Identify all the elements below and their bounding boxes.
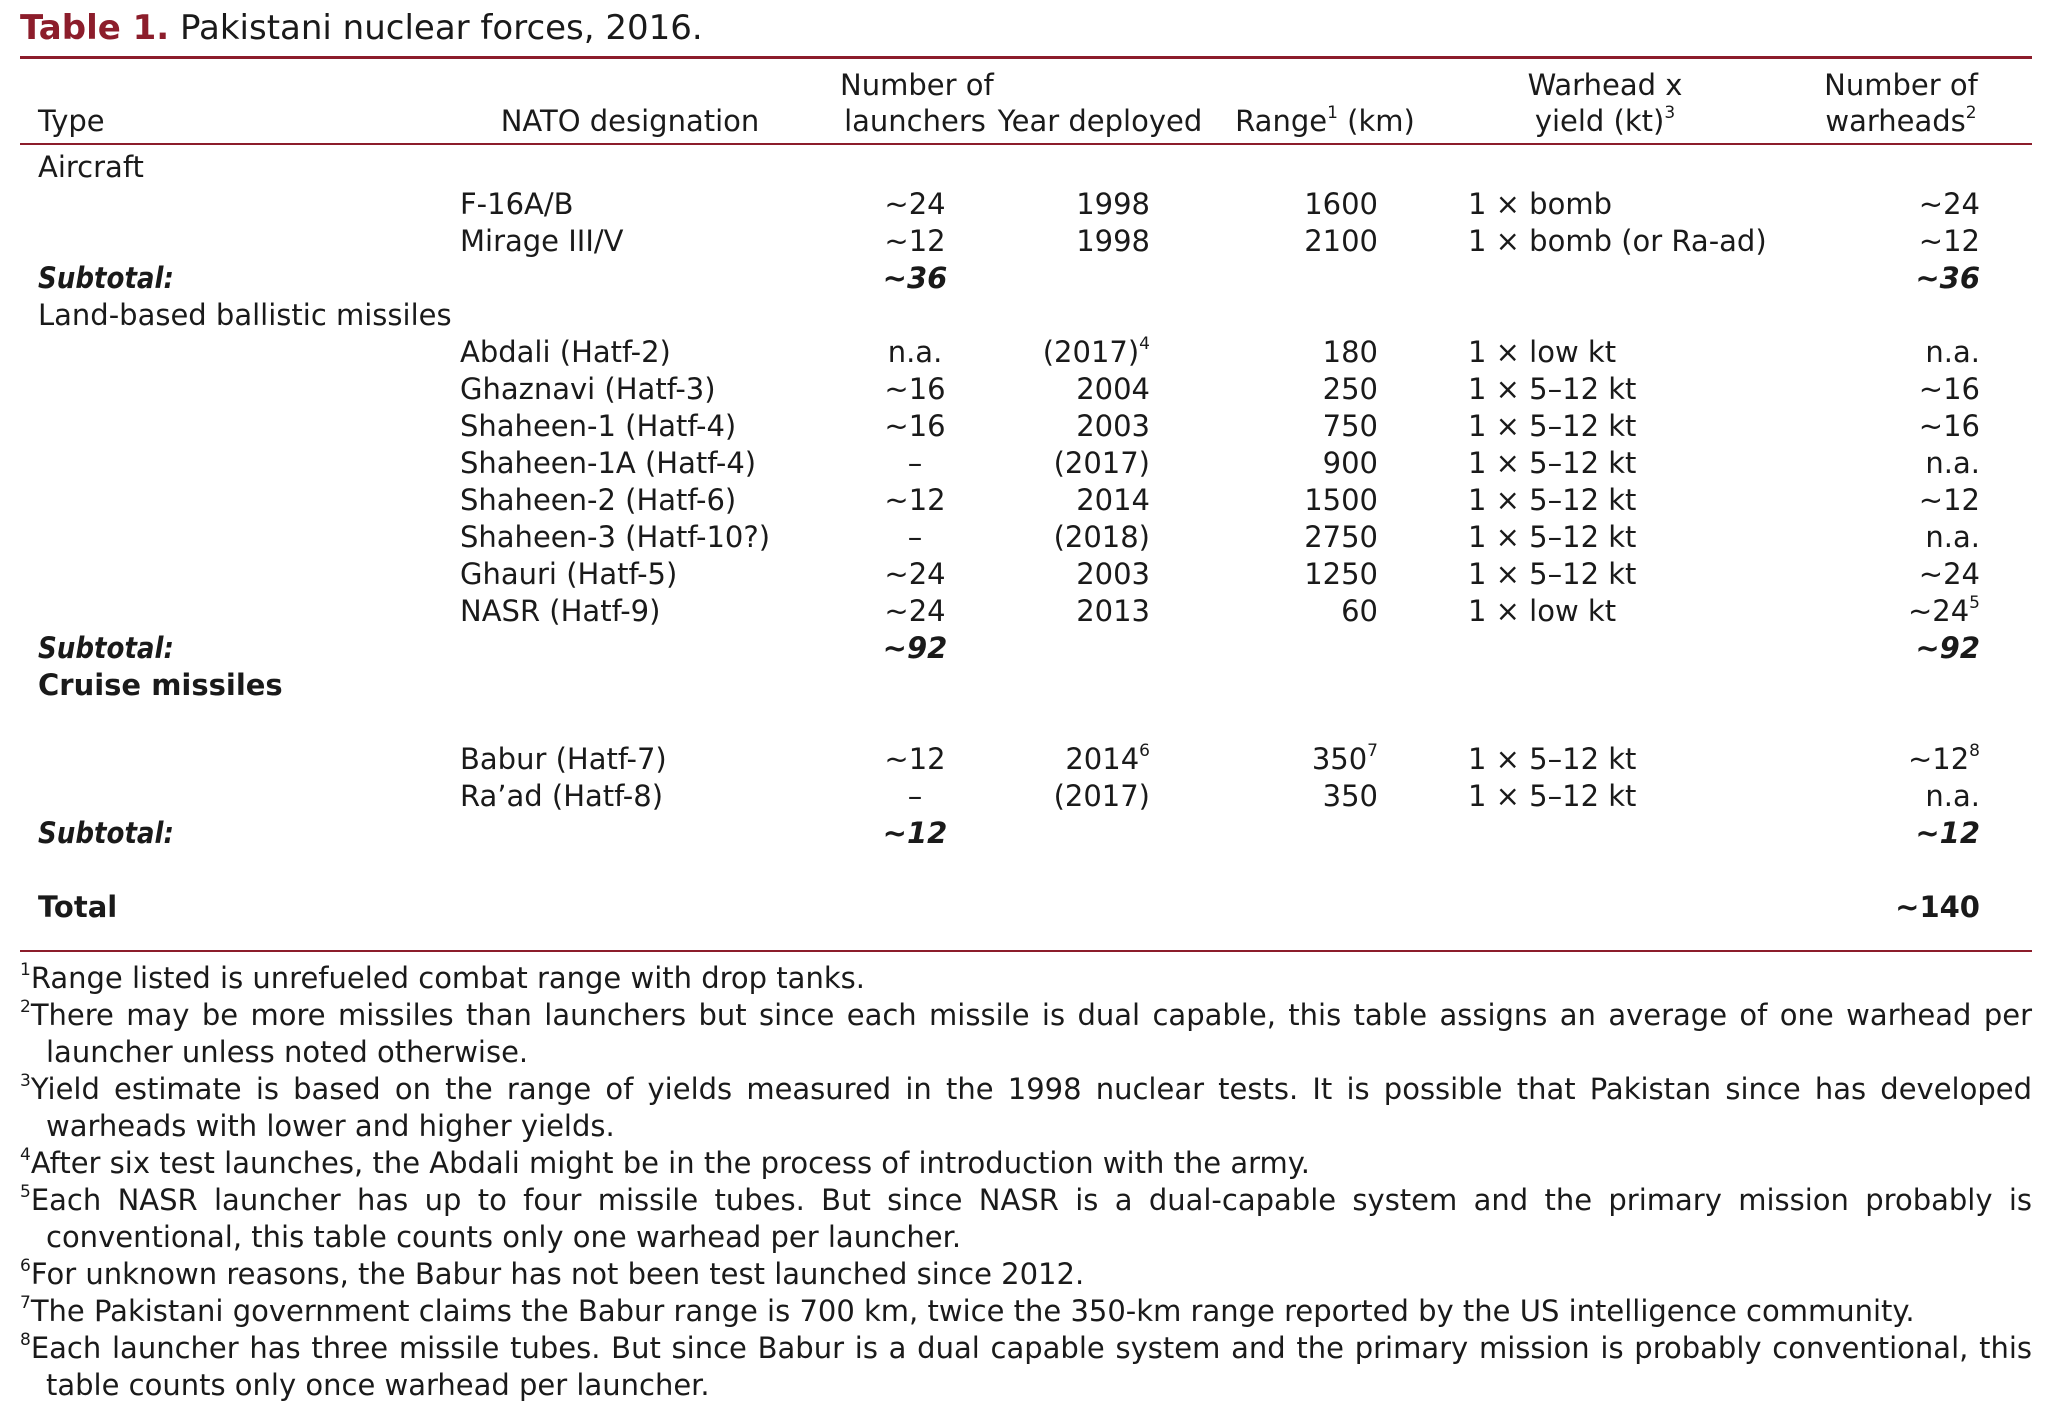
subtotal-row-aircraft xyxy=(20,260,2032,297)
table-caption xyxy=(20,6,2032,52)
header-yield-sup: 3 xyxy=(1664,103,1676,124)
table-cell: Shaheen-2 (Hatf-6) xyxy=(460,483,737,517)
empty-cell xyxy=(20,371,460,408)
empty-cell xyxy=(20,445,460,482)
table-cell: 1 × 5–12 kt xyxy=(1468,779,1637,813)
section-label: Land-based ballistic missiles xyxy=(38,298,452,332)
empty-cell xyxy=(20,186,460,223)
empty-cell xyxy=(1210,815,1440,852)
table-cell: 350 xyxy=(1322,779,1378,813)
table-cell xyxy=(1210,741,1440,778)
subtotal-row-cruise xyxy=(20,815,2032,852)
table-cell: Subtotal: xyxy=(38,631,174,665)
table-cell: ~24 xyxy=(884,557,946,591)
header-launchers xyxy=(840,59,994,143)
table-row xyxy=(20,334,2032,371)
header-range xyxy=(1210,59,1440,143)
text: Number of xyxy=(1824,68,1978,102)
table-cell: n.a. xyxy=(1925,446,1980,480)
text: There may be more missiles than launchers but since each missile is dual capable, this table assigns an average of one warhead per launcher unless noted otherwise. xyxy=(30,998,2032,1069)
table-cell: Babur (Hatf-7) xyxy=(460,742,667,776)
text: Range listed is unrefueled combat range with drop tanks. xyxy=(30,961,865,995)
subtotal-row-land xyxy=(20,630,2032,667)
empty-cell xyxy=(1440,297,1770,334)
table-cell: 750 xyxy=(1322,409,1378,443)
table-cell: 2014 xyxy=(1076,483,1150,517)
table-cell: 1 × 5–12 kt xyxy=(1468,409,1637,443)
text: (2017) xyxy=(1042,335,1140,369)
empty-cell xyxy=(1770,297,2032,334)
empty-cell xyxy=(1440,667,1770,704)
text: 350 xyxy=(1311,742,1368,776)
table-cell xyxy=(1770,741,2032,778)
table-cell: Shaheen-1A (Hatf-4) xyxy=(460,446,757,480)
table-cell: ~24 xyxy=(884,594,946,628)
table-cell: 1 × bomb (or Ra-ad) xyxy=(1468,224,1767,258)
text: 7 xyxy=(20,1293,31,1314)
table-cell: n.a. xyxy=(1925,335,1980,369)
text: NATO designation xyxy=(500,104,760,138)
table-cell: 1998 xyxy=(1076,224,1150,258)
header-warheads-sup: 2 xyxy=(1965,103,1977,124)
empty-cell xyxy=(990,260,1210,297)
table-cell: 2004 xyxy=(1076,372,1150,406)
text: Range xyxy=(1235,104,1328,138)
table-cell: ~12 xyxy=(882,816,948,850)
table-cell: (2018) xyxy=(1053,520,1150,554)
text: Year deployed xyxy=(997,104,1203,138)
text: ~12 xyxy=(1907,742,1970,776)
table-label: Table 1. xyxy=(20,8,170,48)
text: Each launcher has three missile tubes. But since Babur is a dual capable system and the primary mission is probably conventional, this table counts only once warhead per launcher. xyxy=(30,1331,2032,1402)
text: 5 xyxy=(1969,593,1980,614)
table-cell: n.a. xyxy=(887,335,943,369)
empty-cell xyxy=(840,145,990,186)
empty-cell xyxy=(990,815,1210,852)
spacer-row xyxy=(20,704,2032,741)
table-cell: Subtotal: xyxy=(38,816,174,850)
footnote xyxy=(20,1071,2032,1145)
table-cell: 250 xyxy=(1322,372,1378,406)
text: After six test launches, the Abdali might be in the process of introduction with the army. xyxy=(30,1146,1311,1180)
table-cell: – xyxy=(907,446,923,480)
footnote xyxy=(20,1256,2032,1293)
table-cell: 1 × 5–12 kt xyxy=(1468,557,1637,591)
table-cell: 60 xyxy=(1341,594,1378,628)
empty-cell xyxy=(990,889,1210,926)
empty-cell xyxy=(1210,260,1440,297)
table-cell: 1 × 5–12 kt xyxy=(1468,372,1637,406)
table-cell: ~12 xyxy=(884,742,946,776)
empty-cell xyxy=(20,482,460,519)
text: yield (kt) xyxy=(1534,104,1665,138)
empty-cell xyxy=(20,519,460,556)
empty-cell xyxy=(20,593,460,630)
table-cell: Ra’ad (Hatf-8) xyxy=(460,779,664,813)
text: 6 xyxy=(20,1256,31,1277)
table-cell: (2017) xyxy=(1053,779,1150,813)
empty-cell xyxy=(20,741,460,778)
text: 2014 xyxy=(1065,742,1140,776)
table-header xyxy=(20,59,2032,145)
table-body xyxy=(20,145,2032,926)
empty-cell xyxy=(840,297,990,334)
table-row xyxy=(20,778,2032,815)
footnote xyxy=(20,1182,2032,1256)
table-cell: ~12 xyxy=(1918,224,1980,258)
table-row xyxy=(20,741,2032,778)
empty-cell xyxy=(1770,667,2032,704)
table-cell: 900 xyxy=(1322,446,1378,480)
table-row xyxy=(20,556,2032,593)
table-cell: ~16 xyxy=(1918,409,1980,443)
text: warheads xyxy=(1825,104,1966,138)
empty-cell xyxy=(20,556,460,593)
empty-cell xyxy=(460,297,840,334)
table-row xyxy=(20,519,2032,556)
footnote-rule xyxy=(20,950,2032,952)
empty-cell xyxy=(20,334,460,371)
table-cell: 1 × low kt xyxy=(1468,335,1617,369)
empty-cell xyxy=(840,667,990,704)
empty-cell xyxy=(20,704,2032,741)
empty-cell xyxy=(20,852,2032,889)
total-label: Total xyxy=(38,890,118,924)
empty-cell xyxy=(1210,667,1440,704)
table-cell: ~92 xyxy=(882,631,948,665)
table-row xyxy=(20,371,2032,408)
table-cell: 1600 xyxy=(1304,187,1378,221)
section-row-aircraft xyxy=(20,145,2032,186)
empty-cell xyxy=(990,667,1210,704)
text: (km) xyxy=(1337,104,1415,138)
table-cell: – xyxy=(907,779,923,813)
table-cell: ~24 xyxy=(884,187,946,221)
empty-cell xyxy=(1210,630,1440,667)
header-warheads xyxy=(1770,59,2032,143)
footnote xyxy=(20,1330,2032,1404)
section-label: Aircraft xyxy=(38,150,144,184)
footnotes xyxy=(20,960,2032,1404)
table-cell: ~16 xyxy=(884,372,946,406)
table-page xyxy=(20,6,2032,1404)
table-cell: 2100 xyxy=(1304,224,1378,258)
section-row-land xyxy=(20,297,2032,334)
text: Type xyxy=(38,104,105,138)
section-row-cruise xyxy=(20,667,2032,704)
empty-cell xyxy=(20,223,460,260)
empty-cell xyxy=(990,297,1210,334)
table-cell: 1 × 5–12 kt xyxy=(1468,520,1637,554)
empty-cell xyxy=(1210,297,1440,334)
table-cell: ~36 xyxy=(882,261,948,295)
table-row xyxy=(20,223,2032,260)
text: 1 xyxy=(20,960,31,981)
footnote xyxy=(20,1145,2032,1182)
table-cell: 1 × low kt xyxy=(1468,594,1617,628)
table-cell: 1 × 5–12 kt xyxy=(1468,446,1637,480)
empty-cell xyxy=(1210,889,1440,926)
text: 8 xyxy=(1969,741,1980,762)
table-cell: ~12 xyxy=(1918,483,1980,517)
table-cell: 2750 xyxy=(1304,520,1378,554)
table-cell: Abdali (Hatf-2) xyxy=(460,335,671,369)
table-cell: 2003 xyxy=(1076,557,1150,591)
nuclear-forces-table xyxy=(20,59,2032,926)
table-cell: 1 × 5–12 kt xyxy=(1468,483,1637,517)
empty-cell xyxy=(1210,145,1440,186)
text: The Pakistani government claims the Babur range is 700 km, twice the 350-km range reported by the US intelligence community. xyxy=(30,1294,1915,1328)
table-cell: Ghauri (Hatf-5) xyxy=(460,557,678,591)
text: 6 xyxy=(1139,741,1150,762)
empty-cell xyxy=(20,408,460,445)
table-cell: 2013 xyxy=(1076,594,1150,628)
empty-cell xyxy=(990,145,1210,186)
table-cell: ~12 xyxy=(1915,816,1980,850)
empty-cell xyxy=(460,630,840,667)
empty-cell xyxy=(1440,630,1770,667)
empty-cell xyxy=(460,260,840,297)
table-cell: NASR (Hatf-9) xyxy=(460,594,661,628)
footnote xyxy=(20,1293,2032,1330)
text: 7 xyxy=(1367,741,1378,762)
table-cell: F-16A/B xyxy=(460,187,574,221)
table-cell: 1 × bomb xyxy=(1468,187,1612,221)
table-cell: 1998 xyxy=(1076,187,1150,221)
empty-cell xyxy=(460,815,840,852)
total-warheads: ~140 xyxy=(1895,890,1980,924)
text: Each NASR launcher has up to four missile tubes. But since NASR is a dual-capable system and the primary mission probably is conventional, this table counts only one warhead per launcher. xyxy=(30,1183,2032,1254)
table-cell: ~12 xyxy=(884,483,946,517)
text: 4 xyxy=(20,1145,31,1166)
table-cell: 180 xyxy=(1322,335,1378,369)
footnote xyxy=(20,997,2032,1071)
table-cell: 1500 xyxy=(1304,483,1378,517)
table-cell: 1250 xyxy=(1304,557,1378,591)
text: 2 xyxy=(20,997,31,1018)
text: 4 xyxy=(1139,334,1150,355)
table-row xyxy=(20,593,2032,630)
empty-cell xyxy=(1770,145,2032,186)
table-row xyxy=(20,445,2032,482)
table-cell: ~16 xyxy=(884,409,946,443)
table-row xyxy=(20,186,2032,223)
empty-cell xyxy=(1440,145,1770,186)
table-row xyxy=(20,482,2032,519)
table-cell xyxy=(990,334,1210,371)
text: Number of xyxy=(840,68,994,102)
empty-cell xyxy=(20,778,460,815)
table-cell: Ghaznavi (Hatf-3) xyxy=(460,372,716,406)
table-cell: Mirage III/V xyxy=(460,224,624,258)
table-cell xyxy=(990,741,1210,778)
text: ~24 xyxy=(1907,594,1970,628)
table-cell: n.a. xyxy=(1925,520,1980,554)
empty-cell xyxy=(990,630,1210,667)
header-type xyxy=(20,59,460,143)
table-cell: (2017) xyxy=(1053,446,1150,480)
header-nato xyxy=(460,59,840,143)
table-cell: ~24 xyxy=(1918,187,1980,221)
header-range-sup: 1 xyxy=(1327,103,1338,124)
header-yield xyxy=(1440,59,1770,143)
text: 3 xyxy=(20,1071,31,1092)
table-cell: Shaheen-1 (Hatf-4) xyxy=(460,409,737,443)
table-cell: – xyxy=(907,520,923,554)
spacer-row xyxy=(20,852,2032,889)
table-cell: n.a. xyxy=(1925,779,1980,813)
text: 5 xyxy=(20,1182,31,1203)
table-cell: Subtotal: xyxy=(38,261,174,295)
table-cell: ~36 xyxy=(1915,261,1980,295)
empty-cell xyxy=(1440,815,1770,852)
table-cell: ~92 xyxy=(1915,631,1980,665)
table-cell: ~24 xyxy=(1918,557,1980,591)
table-cell xyxy=(1770,593,2032,630)
section-label: Cruise missiles xyxy=(38,668,283,702)
text: Yield estimate is based on the range of yields measured in the 1998 nuclear tests. It is possible that Pakistan since has developed warheads with lower and higher yields. xyxy=(30,1072,2032,1143)
header-year xyxy=(990,59,1210,143)
total-row xyxy=(20,889,2032,926)
table-cell: ~12 xyxy=(884,224,946,258)
empty-cell xyxy=(460,667,840,704)
empty-cell xyxy=(1440,889,1770,926)
text: 8 xyxy=(20,1330,31,1351)
table-cell: 2003 xyxy=(1076,409,1150,443)
empty-cell xyxy=(840,889,990,926)
text: launchers xyxy=(844,104,986,138)
table-cell: ~16 xyxy=(1918,372,1980,406)
table-cell: 1 × 5–12 kt xyxy=(1468,742,1637,776)
table-title: Pakistani nuclear forces, 2016. xyxy=(180,8,703,48)
text: Warhead x xyxy=(1527,68,1683,102)
footnote xyxy=(20,960,2032,997)
empty-cell xyxy=(1440,260,1770,297)
empty-cell xyxy=(460,145,840,186)
text: For unknown reasons, the Babur has not been test launched since 2012. xyxy=(30,1257,1085,1291)
table-row xyxy=(20,408,2032,445)
empty-cell xyxy=(460,889,840,926)
table-cell: Shaheen-3 (Hatf-10?) xyxy=(460,520,771,554)
